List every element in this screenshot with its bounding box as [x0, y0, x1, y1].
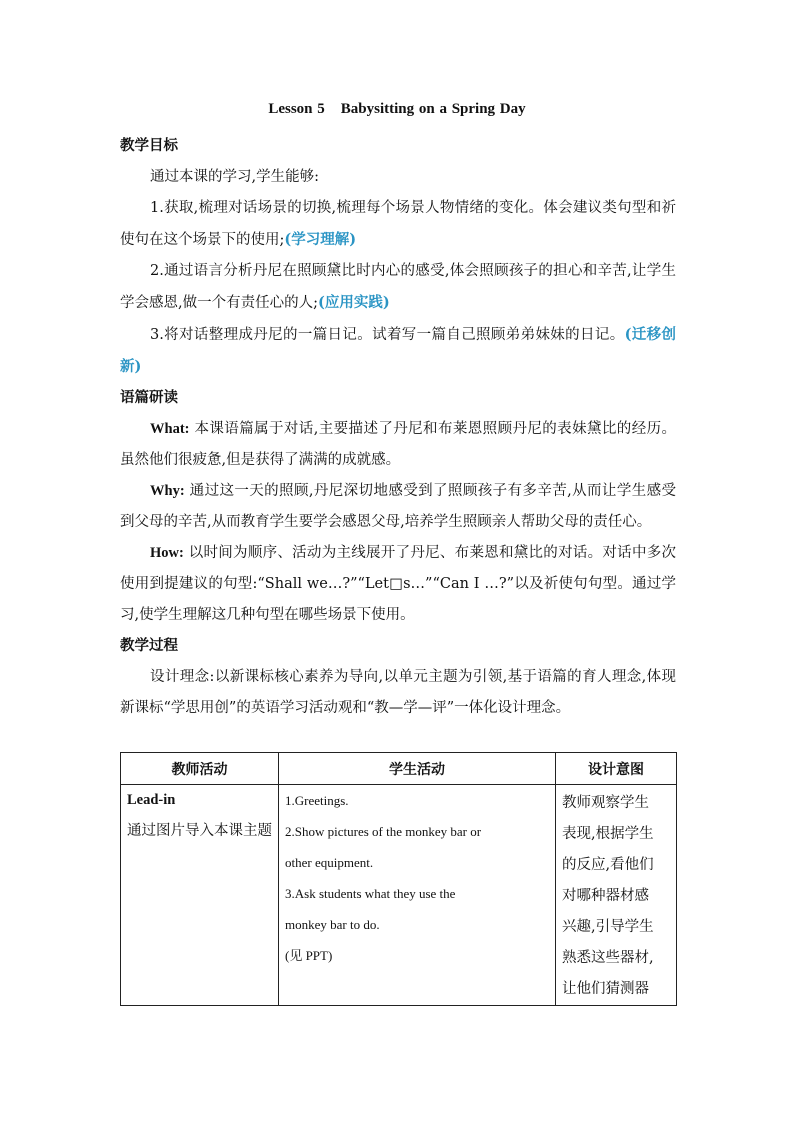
intent-line: 让他们猜测器 — [562, 981, 649, 997]
intent-line: 对哪种器材感 — [562, 888, 649, 904]
activity-table — [120, 752, 677, 1006]
stage-title: Lead-in — [127, 792, 176, 808]
why-label: Why: — [150, 483, 185, 499]
goal-tag-2: (应用实践) — [318, 294, 390, 311]
intent-line: 熟悉这些器材, — [562, 950, 654, 966]
goal-tag-3: (迁移创新) — [120, 326, 676, 375]
student-line: 3.Ask students what they use the — [285, 886, 456, 901]
table-row — [121, 785, 677, 1006]
goal-tag-1: (学习理解) — [284, 231, 357, 248]
section-heading-goals: 教学目标 — [120, 138, 178, 154]
lesson-name: Babysitting on a Spring Day — [340, 101, 526, 117]
goal-item-3: 3.将对话整理成丹尼的一篇日记。试着写一篇自己照顾弟弟妹妹的日记。(迁移创新) — [120, 326, 676, 375]
student-line: monkey bar to do. — [285, 917, 380, 932]
intent-line: 教师观察学生 — [562, 795, 649, 811]
student-line: (见 PPT) — [285, 948, 333, 963]
student-activity-cell — [279, 785, 556, 1006]
header-teacher: 教师活动 — [121, 753, 279, 785]
section-heading-analysis: 语篇研读 — [120, 390, 178, 406]
student-line: 1.Greetings. — [285, 793, 349, 808]
teacher-activity-cell — [121, 785, 279, 1006]
lesson-number: Lesson 5 — [268, 101, 325, 117]
analysis-why: Why: 通过这一天的照顾,丹尼深切地感受到了照顾孩子有多辛苦,从而让学生感受到父母的辛苦,从而教育学生要学会感恩父母,培养学生照顾亲人帮助父母的责任心。 — [120, 483, 677, 530]
goal-item-2: 2.通过语言分析丹尼在照顾黛比时内心的感受,体会照顾孩子的担心和辛苦,让学生学会感恩,做一个有责任心的人;(应用实践) — [120, 263, 676, 311]
header-intent: 设计意图 — [556, 753, 677, 785]
design-concept: 设计理念:以新课标核心素养为导向,以单元主题为引领,基于语篇的育人理念,体现新课标“学思用创”的英语学习活动观和“教—学—评”一体化设计理念。 — [120, 669, 676, 716]
header-students: 学生活动 — [279, 753, 556, 785]
analysis-what: What: 本课语篇属于对话,主要描述了丹尼和布莱恩照顾丹尼的表妹黛比的经历。虽然他们很疲惫,但是获得了满满的成就感。 — [120, 421, 677, 468]
student-line: other equipment. — [285, 855, 374, 870]
goals-intro: 通过本课的学习,学生能够: — [150, 169, 319, 185]
what-label: What: — [150, 421, 190, 437]
table-header-row — [121, 753, 677, 785]
section-heading-process: 教学过程 — [120, 638, 178, 654]
student-line: 2.Show pictures of the monkey bar or — [285, 824, 482, 839]
intent-line: 表现,根据学生 — [562, 826, 654, 842]
goal-item-1: 1.获取,梳理对话场景的切换,梳理每个场景人物情绪的变化。体会建议类句型和祈使句在这个场景下的使用;(学习理解) — [120, 200, 676, 248]
document-body — [120, 131, 676, 724]
how-label: How: — [150, 545, 184, 561]
analysis-how: How: 以时间为顺序、活动为主线展开了丹尼、布莱恩和黛比的对话。对话中多次使用到提建议的句型:“Shall we…?”“Let□s…”“Can I …?”以及祈使句句型。通过学习,使学生理解这几种句型在哪些场景下使用。 — [120, 545, 677, 623]
intent-line: 兴趣,引导学生 — [562, 919, 654, 935]
intent-line: 的反应,看他们 — [562, 857, 654, 873]
lesson-title — [0, 101, 794, 118]
stage-description: 通过图片导入本课主题 — [127, 823, 272, 839]
design-intent-cell — [556, 785, 677, 1006]
